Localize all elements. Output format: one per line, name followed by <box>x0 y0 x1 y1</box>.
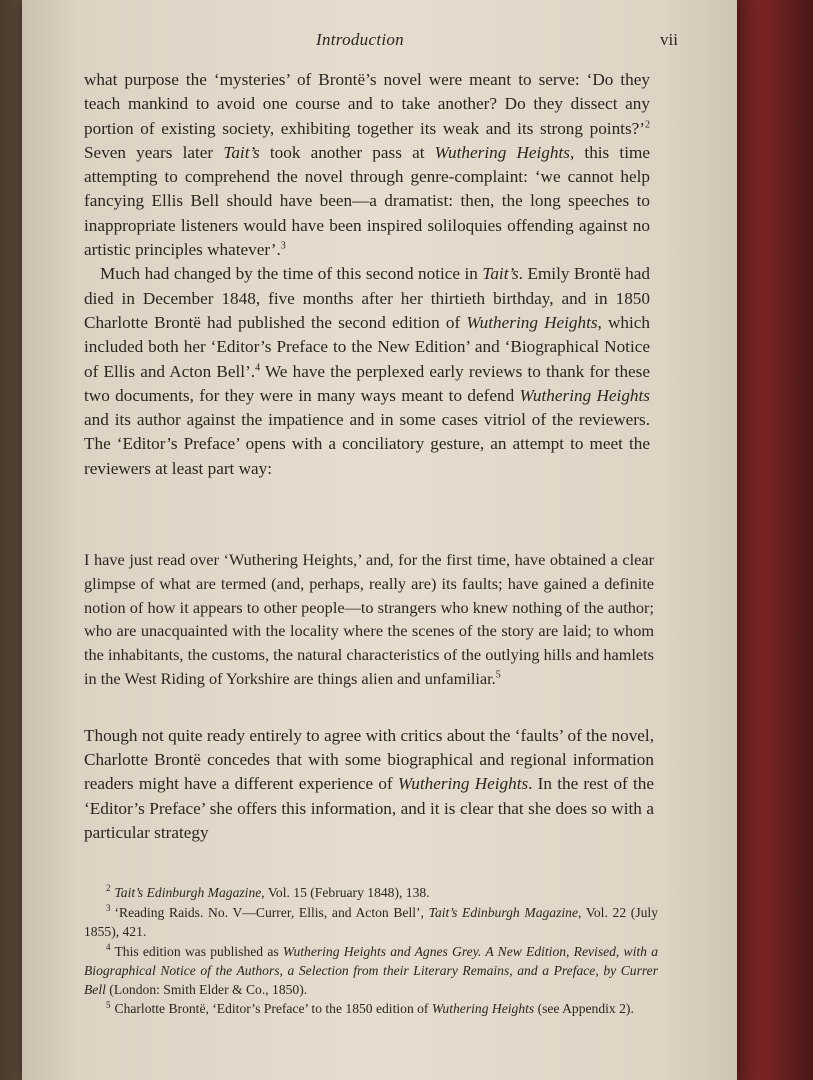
text-run: ‘Reading Raids. No. V—Currer, Ellis, and Acton Bell’, <box>114 904 429 920</box>
footnotes <box>84 884 658 1020</box>
footnote-ref-4: 4 <box>255 361 261 373</box>
footnote-ref-5: 5 <box>495 669 501 681</box>
book-page <box>22 0 737 1080</box>
text-run: Seven years later <box>84 142 224 162</box>
text-run: took another pass at <box>259 142 435 162</box>
paragraph-2 <box>84 262 650 481</box>
footnote-mark: 5 <box>106 999 111 1010</box>
italic-title: Tait’s <box>223 142 260 162</box>
italic-title: Wuthering Heights and Agnes Grey. A New Edition, Revised, with a Biographical Notice of the Authors, a Selection from their Literary Remains, and a Preface, by Currer Bell <box>84 943 658 997</box>
italic-title: Wuthering Heights <box>466 312 598 332</box>
text-run: , Vol. 22 (July 1855), 421. <box>84 904 658 939</box>
footnote-4 <box>84 943 658 1000</box>
italic-title: Wuthering Heights <box>431 1001 535 1017</box>
running-title: Introduction <box>316 30 404 49</box>
footnote-mark: 3 <box>106 903 111 914</box>
text-run: . Emily Brontë had died in December 1848, five months after her thirtieth birthday, and in 1850 Charlotte Brontë had published the second edition of <box>84 264 650 332</box>
page-number: vii <box>660 30 678 49</box>
italic-title: Tait’s Edinburgh Magazine <box>114 885 262 900</box>
footnote-mark: 2 <box>106 883 111 894</box>
italic-title: Tait’s Edinburgh Magazine <box>428 904 578 920</box>
text-run: , this time attempting to comprehend the novel through genre-complaint: ‘we cannot help fancying Ellis Bell should have been—a dramatist: then, the long speeches to inappropriate listeners would have been inspired soliloquies offending against no artistic principles whatever’. <box>84 142 650 260</box>
quote-text: I have just read over ‘Wuthering Heights,’ and, for the first time, have obtained a clear glimpse of what are termed (and, perhaps, really are) its faults; have gained a definite notion of how it appears to other people—to strangers who knew nothing of the author; who are unacquainted with the locality where the scenes of the story are laid; to whom the inhabitants, the customs, the natural characteristics of the outlying hills and hamlets in the West Riding of Yorkshire are things alien and unfamiliar. <box>84 550 654 688</box>
footnote-ref-3: 3 <box>280 240 286 252</box>
running-head <box>312 30 682 56</box>
text-run: Charlotte Brontë, ‘Editor’s Preface’ to the 1850 edition of <box>114 1001 432 1017</box>
italic-title: Wuthering Heights <box>397 774 529 794</box>
footnote-2 <box>84 884 658 903</box>
footnote-3 <box>84 904 658 942</box>
paragraph-1 <box>84 68 650 262</box>
footnote-mark: 4 <box>106 942 111 953</box>
text-run: (see Appendix 2). <box>534 1001 634 1017</box>
footnote-5 <box>84 1000 658 1019</box>
block-quote <box>84 548 654 691</box>
text-run: , which included both her ‘Editor’s Preface to the New Edition’ and ‘Biographical Notice of Ellis and Acton Bell’. <box>84 312 650 381</box>
text-run: and its author against the impatience and in some cases vitriol of the reviewers. The ‘Editor’s Preface’ opens with a conciliatory gesture, an attempt to meet the reviewers at least part way: <box>84 410 650 478</box>
body-text <box>84 68 650 481</box>
italic-title: Wuthering Heights <box>434 142 570 162</box>
italic-title: Wuthering Heights <box>519 385 650 405</box>
text-run: (London: Smith Elder & Co., 1850). <box>105 981 308 997</box>
text-run: This edition was published as <box>114 943 283 959</box>
book-cover-edge <box>730 0 813 1080</box>
italic-title: Tait’s <box>482 264 519 284</box>
footnote-ref-2: 2 <box>645 118 650 130</box>
text-run: what purpose the ‘mysteries’ of Brontë’s novel were meant to serve: ‘Do they teach mankind to avoid one course and to take another? Do they dissect any portion of existing society, exhibiting together its weak and its strong points?’ <box>84 70 650 138</box>
text-run: . In the rest of the ‘Editor’s Preface’ she offers this information, and it is clear that she does so with a particular strategy <box>84 774 654 842</box>
text-run: , Vol. 15 (February 1848), 138. <box>261 885 430 900</box>
paragraph-3 <box>84 724 654 845</box>
text-run: Though not quite ready entirely to agree with critics about the ‘faults’ of the novel, Charlotte Brontë concedes that with some biographical and regional information readers might have a different experience of <box>84 726 654 794</box>
text-run: We have the perplexed early reviews to thank for these two documents, for they were in many ways meant to defend <box>84 361 650 405</box>
text-run: Much had changed by the time of this second notice in <box>100 264 483 284</box>
